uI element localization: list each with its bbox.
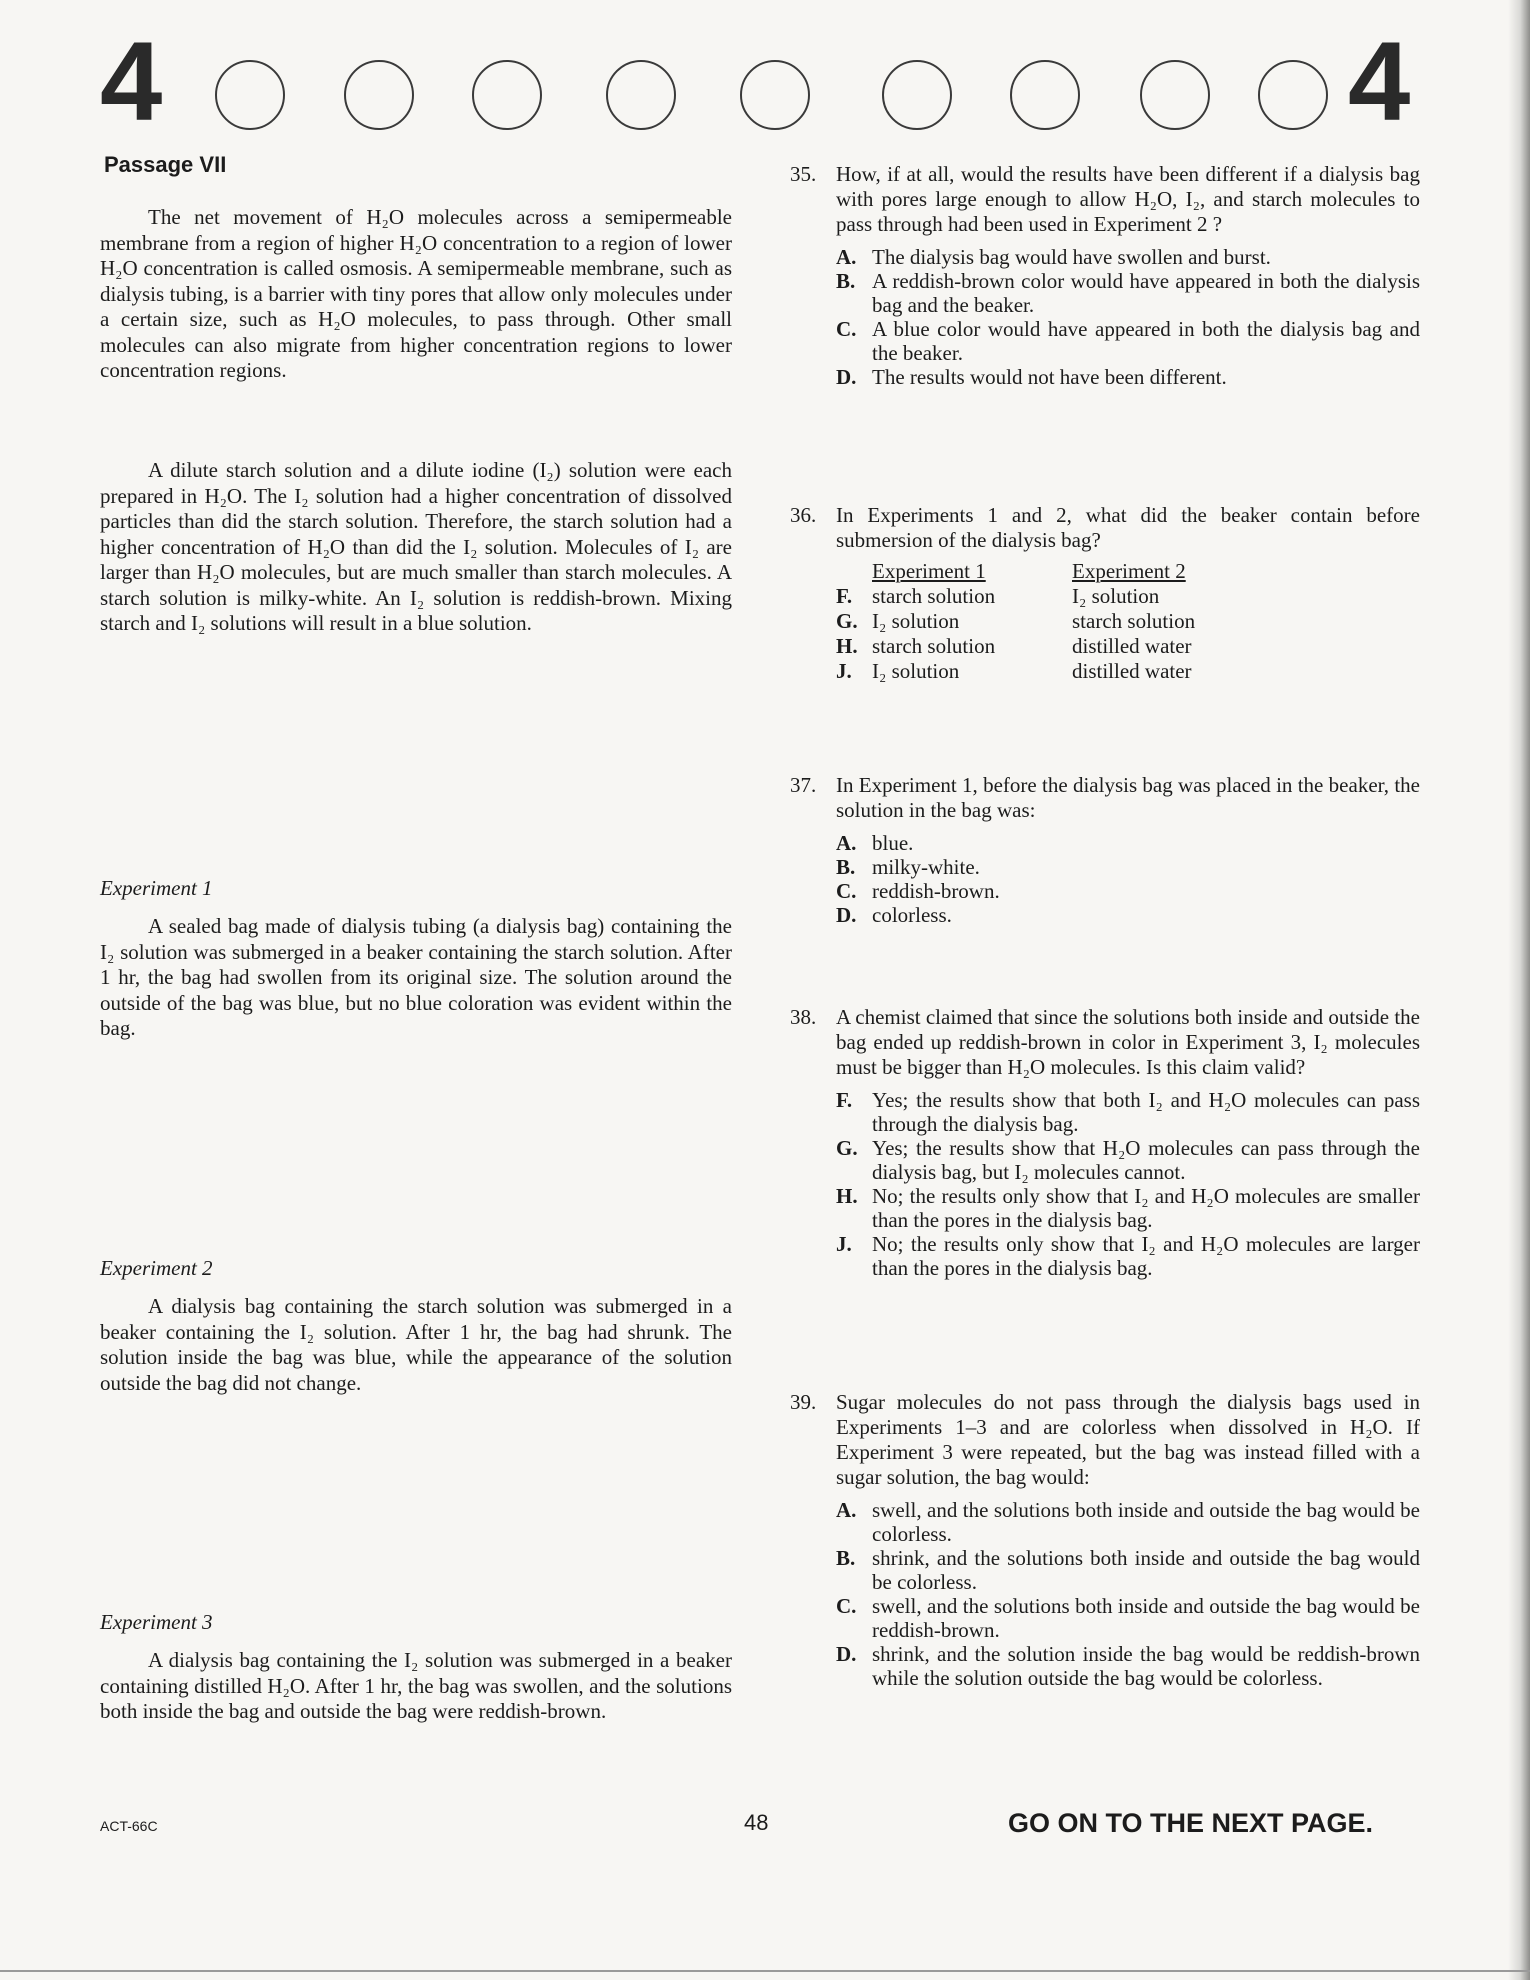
header-circle bbox=[1010, 60, 1080, 130]
question-39 bbox=[790, 1390, 1420, 1690]
question-number: 35. bbox=[790, 162, 817, 186]
question-number: 38. bbox=[790, 1005, 817, 1029]
go-on-notice: GO ON TO THE NEXT PAGE. bbox=[1008, 1808, 1374, 1838]
header-circle bbox=[882, 60, 952, 130]
question-stem: A chemist claimed that since the solutions both inside and outside the bag ended up reddish-brown in color in Experiment 3, I₂ molecules must be bigger than H₂O molecules. Is this claim valid? bbox=[836, 1005, 1420, 1079]
answer-option[interactable]: C. A blue color would have appeared in both the dialysis bag and the beaker. bbox=[836, 317, 1420, 365]
answer-option[interactable]: F. starch solution I₂ solution bbox=[836, 584, 1160, 608]
question-35 bbox=[790, 162, 1420, 389]
passage-title: Passage VII bbox=[104, 152, 227, 177]
test-form-code: ACT-66C bbox=[100, 1818, 158, 1834]
experiment-1-text: A sealed bag made of dialysis tubing (a dialysis bag) containing the I₂ solution was submerged in a beaker containing the starch solution. After 1 hr, the bag had swollen from its original size. The solution around the outside of the bag was blue, but no blue coloration was evident within the bag. bbox=[100, 914, 732, 1040]
answer-option[interactable]: C. swell, and the solutions both inside and outside the bag would be reddish-brown. bbox=[836, 1594, 1420, 1642]
question-37 bbox=[790, 773, 1420, 927]
page-edge-shadow bbox=[1508, 0, 1530, 1980]
answer-option[interactable]: B. A reddish-brown color would have appeared in both the dialysis bag and the beaker. bbox=[836, 269, 1420, 317]
question-number: 36. bbox=[790, 503, 817, 527]
answer-option[interactable]: F. Yes; the results show that both I₂ and H₂O molecules can pass through the dialysis bag. bbox=[836, 1088, 1420, 1136]
column-header-experiment-2: Experiment 2 bbox=[1072, 559, 1186, 583]
bottom-rule bbox=[0, 1970, 1530, 1972]
header-circle bbox=[344, 60, 414, 130]
question-number: 37. bbox=[790, 773, 817, 797]
answer-option[interactable]: B. milky-white. bbox=[836, 855, 980, 879]
header-circle bbox=[215, 60, 285, 130]
question-stem: How, if at all, would the results have been different if a dialysis bag with pores large enough to allow H₂O, I₂, and starch molecules to pass through had been used in Experiment 2 ? bbox=[836, 162, 1420, 236]
experiment-2-heading: Experiment 2 bbox=[100, 1256, 213, 1280]
answer-option[interactable]: J. No; the results only show that I₂ and H₂O molecules are larger than the pores in the dialysis bag. bbox=[836, 1232, 1420, 1280]
header-circle bbox=[472, 60, 542, 130]
answer-option[interactable]: J. I₂ solution distilled water bbox=[836, 659, 1192, 683]
answer-option[interactable]: D. The results would not have been different. bbox=[836, 365, 1227, 389]
answer-option[interactable]: A. The dialysis bag would have swollen and burst. bbox=[836, 245, 1271, 269]
passage-intro-paragraph-1: The net movement of H₂O molecules across a semipermeable membrane from a region of higher H₂O concentration to a region of lower H₂O concentration is called osmosis. A semipermeable membrane, such as dialysis tubing, is a barrier with tiny pores that allow only molecules under a certain size, such as H₂O molecules, to pass through. Other small molecules can also migrate from higher concentration regions to lower concentration regions. bbox=[100, 205, 732, 382]
answer-option[interactable]: H. starch solution distilled water bbox=[836, 634, 1192, 658]
question-stem: Sugar molecules do not pass through the dialysis bags used in Experiments 1–3 and are colorless when dissolved in H₂O. If Experiment 3 were repeated, but the bag was instead filled with a sugar solution, the bag would: bbox=[836, 1390, 1420, 1489]
experiment-3-heading: Experiment 3 bbox=[100, 1610, 213, 1634]
question-stem: In Experiment 1, before the dialysis bag was placed in the beaker, the solution in the bag was: bbox=[836, 773, 1420, 822]
question-36 bbox=[790, 503, 1420, 684]
answer-option[interactable]: D. shrink, and the solution inside the bag would be reddish-brown while the solution outside the bag would be colorless. bbox=[836, 1642, 1420, 1690]
answer-option[interactable]: H. No; the results only show that I₂ and H₂O molecules are smaller than the pores in the dialysis bag. bbox=[836, 1184, 1420, 1232]
question-38 bbox=[790, 1005, 1420, 1280]
answer-option[interactable]: B. shrink, and the solutions both inside and outside the bag would be colorless. bbox=[836, 1546, 1420, 1594]
section-number-left: 4 bbox=[100, 19, 163, 144]
section-number-right: 4 bbox=[1348, 19, 1411, 144]
answer-option[interactable]: D. colorless. bbox=[836, 903, 952, 927]
header-circle bbox=[1140, 60, 1210, 130]
answer-option[interactable]: A. blue. bbox=[836, 831, 914, 855]
answer-option[interactable]: A. swell, and the solutions both inside and outside the bag would be colorless. bbox=[836, 1498, 1420, 1546]
experiment-2-text: A dialysis bag containing the starch solution was submerged in a beaker containing the I₂ solution. After 1 hr, the bag had shrunk. The solution inside the bag was blue, while the appearance of the solution outside the bag did not change. bbox=[100, 1294, 732, 1395]
question-number: 39. bbox=[790, 1390, 817, 1414]
header-circle bbox=[740, 60, 810, 130]
page-number: 48 bbox=[744, 1810, 769, 1835]
passage-intro-paragraph-2: A dilute starch solution and a dilute iodine (I₂) solution were each prepared in H₂O. The I₂ solution had a higher concentration of dissolved particles than did the starch solution. Therefore, the starch solution had a higher concentration of H₂O than did the I₂ solution. Molecules of I₂ are larger than H₂O molecules, but are much smaller than starch molecules. A starch solution is milky-white. An I₂ solution is reddish-brown. Mixing starch and I₂ solutions will result in a blue solution. bbox=[100, 458, 732, 635]
answer-option[interactable]: C. reddish-brown. bbox=[836, 879, 1000, 903]
answer-option[interactable]: G. I₂ solution starch solution bbox=[836, 609, 1196, 633]
header-circle bbox=[1258, 60, 1328, 130]
question-stem: In Experiments 1 and 2, what did the beaker contain before submersion of the dialysis bag? bbox=[836, 503, 1420, 552]
answer-option[interactable]: G. Yes; the results show that H₂O molecules can pass through the dialysis bag, but I₂ molecules cannot. bbox=[836, 1136, 1420, 1184]
experiment-1-heading: Experiment 1 bbox=[100, 876, 213, 900]
answer-table bbox=[790, 559, 1420, 684]
experiment-3-text: A dialysis bag containing the I₂ solution was submerged in a beaker containing distilled H₂O. After 1 hr, the bag was swollen, and the solutions both inside the bag and outside the bag were reddish-brown. bbox=[100, 1648, 732, 1723]
header-circle bbox=[606, 60, 676, 130]
column-header-experiment-1: Experiment 1 bbox=[872, 559, 986, 583]
